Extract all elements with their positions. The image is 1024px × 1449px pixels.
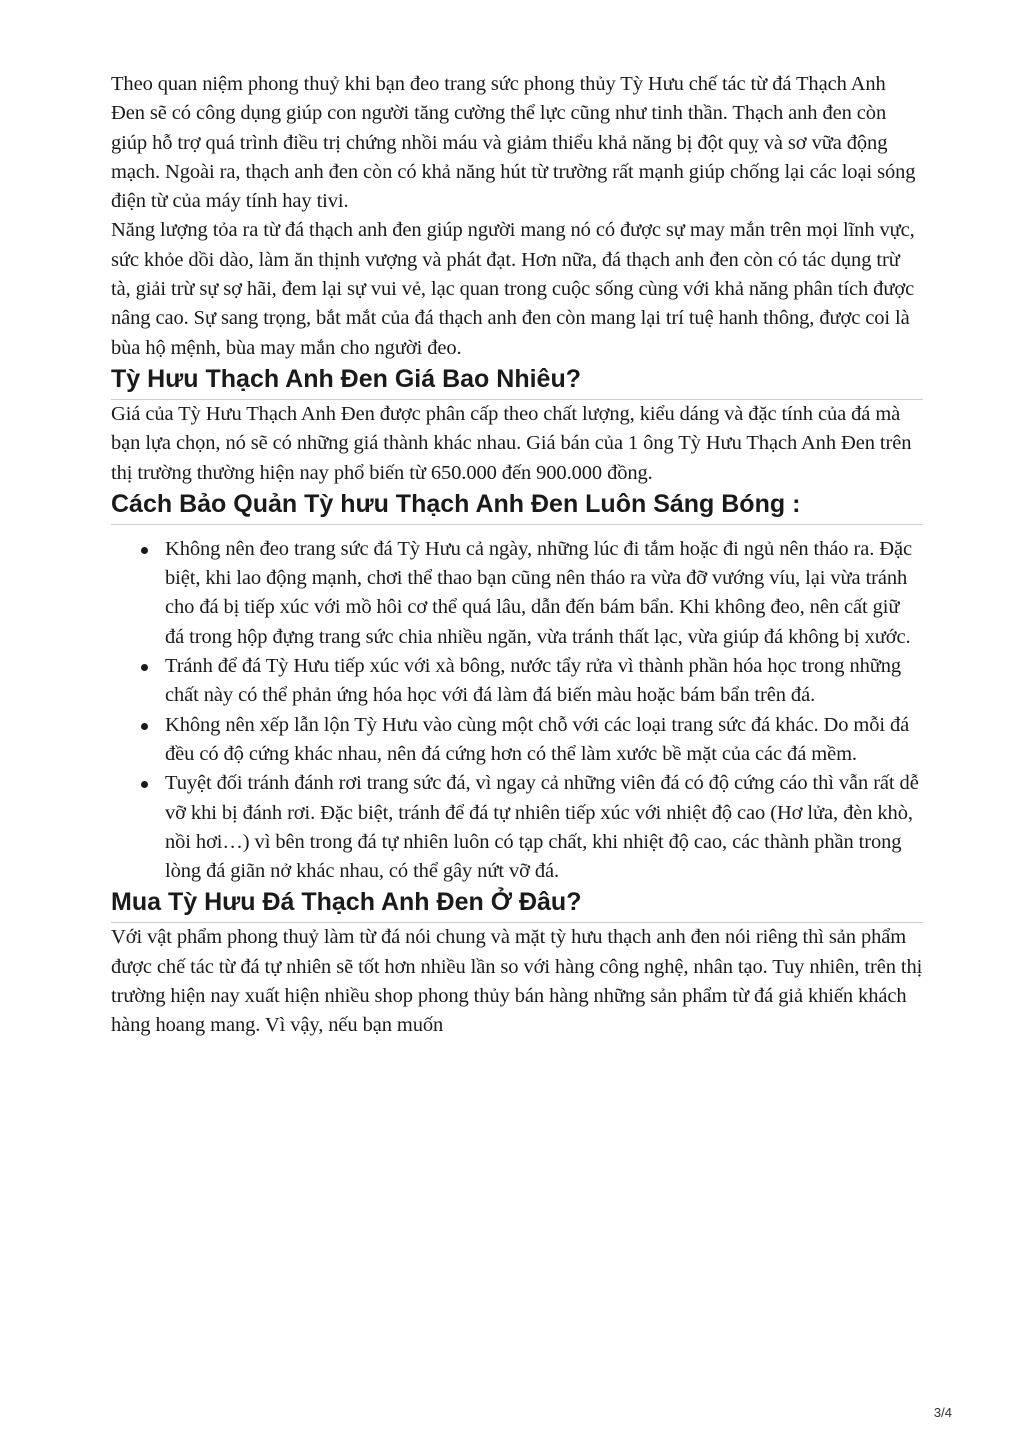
care-list-item xyxy=(165,769,923,886)
buy-section-heading: Mua Tỳ Hưu Đá Thạch Anh Đen Ở Đâu? xyxy=(111,886,923,923)
page-number: 3/4 xyxy=(933,1405,952,1420)
bullet-dot-icon xyxy=(141,664,148,671)
document-page xyxy=(111,70,923,1041)
intro-paragraph-2: Năng lượng tỏa ra từ đá thạch anh đen giúp người mang nó có được sự may mắn trên mọi lĩnh vực, sức khỏe dồi dào, làm ăn thịnh vượng và phát đạt. Hơn nữa, đá thạch anh đen còn có tác dụng trừ tà, giải trừ sự sợ hãi, đem lại sự vui vẻ, lạc quan trong cuộc sống cùng với khả năng phân tích được nâng cao. Sự sang trọng, bắt mắt của đá thạch anh đen còn mang lại trí tuệ hanh thông, được coi là bùa hộ mệnh, bùa may mắn cho người đeo. xyxy=(111,219,915,359)
price-section-heading: Tỳ Hưu Thạch Anh Đen Giá Bao Nhiêu? xyxy=(111,363,923,400)
care-section-heading: Cách Bảo Quản Tỳ hưu Thạch Anh Đen Luôn Sáng Bóng : xyxy=(111,488,923,525)
care-list xyxy=(111,535,923,887)
buy-section-body: Với vật phẩm phong thuỷ làm từ đá nói chung và mặt tỳ hưu thạch anh đen nói riêng thì sản phẩm được chế tác từ đá tự nhiên sẽ tốt hơn nhiều lần so với hàng công nghệ, nhân tạo. Tuy nhiên, trên thị trường hiện nay xuất hiện nhiều shop phong thủy bán hàng những sản phẩm từ đá giả khiến khách hàng hoang mang. Vì vậy, nếu bạn muốn xyxy=(111,926,923,1037)
care-list-item xyxy=(165,535,923,652)
care-list-item xyxy=(165,711,923,770)
care-list-item-text: Tuyệt đối tránh đánh rơi trang sức đá, vì ngay cả những viên đá có độ cứng cáo thì vẫn rất dễ vỡ khi bị đánh rơi. Đặc biệt, tránh để đá tự nhiên tiếp xúc với nhiệt độ cao (Hơ lửa, đèn khò, nồi hơi…) vì bên trong đá tự nhiên luôn có tạp chất, khi nhiệt độ cao, các thành phần trong lòng đá giãn nở khác nhau, có thể gây nứt vỡ đá. xyxy=(165,772,919,883)
care-list-item-text: Tránh để đá Tỳ Hưu tiếp xúc với xà bông, nước tẩy rửa vì thành phần hóa học trong những chất này có thể phản ứng hóa học với đá làm đá biến màu hoặc bám bẩn trên đá. xyxy=(165,655,902,707)
bullet-dot-icon xyxy=(141,781,148,788)
bullet-dot-icon xyxy=(141,723,148,730)
care-list-item-text: Không nên đeo trang sức đá Tỳ Hưu cả ngày, những lúc đi tắm hoặc đi ngủ nên tháo ra. Đặc biệt, khi lao động mạnh, chơi thể thao bạn cũng nên tháo ra vừa đỡ vướng víu, lại vừa tránh cho đá bị tiếp xúc với mồ hôi cơ thể quá lâu, dẫn đến bám bẩn. Khi không đeo, nên cất giữ đá trong hộp đựng trang sức chia nhiều ngăn, vừa tránh thất lạc, vừa giúp đá không bị xước. xyxy=(165,537,912,648)
intro-paragraph-1: Theo quan niệm phong thuỷ khi bạn đeo trang sức phong thủy Tỳ Hưu chế tác từ đá Thạch Anh Đen sẽ có công dụng giúp con người tăng cường thể lực cũng như tinh thần. Thạch anh đen còn giúp hỗ trợ quá trình điều trị chứng nhồi máu và giảm thiểu khả năng bị đột quỵ và sơ vữa động mạch. Ngoài ra, thạch anh đen còn có khả năng hút từ trường rất mạnh giúp chống lại các loại sóng điện từ của máy tính hay tivi. xyxy=(111,73,916,213)
care-list-item-text: Không nên xếp lẫn lộn Tỳ Hưu vào cùng một chỗ với các loại trang sức đá khác. Do mỗi đá đều có độ cứng khác nhau, nên đá cứng hơn có thể làm xước bề mặt của các đá mềm. xyxy=(165,713,910,765)
care-list-item xyxy=(165,652,923,711)
bullet-dot-icon xyxy=(141,547,148,554)
price-section-body: Giá của Tỳ Hưu Thạch Anh Đen được phân cấp theo chất lượng, kiểu dáng và đặc tính của đá mà bạn lựa chọn, nó sẽ có những giá thành khác nhau. Giá bán của 1 ông Tỳ Hưu Thạch Anh Đen trên thị trường thường hiện nay phổ biến từ 650.000 đến 900.000 đồng. xyxy=(111,402,912,484)
